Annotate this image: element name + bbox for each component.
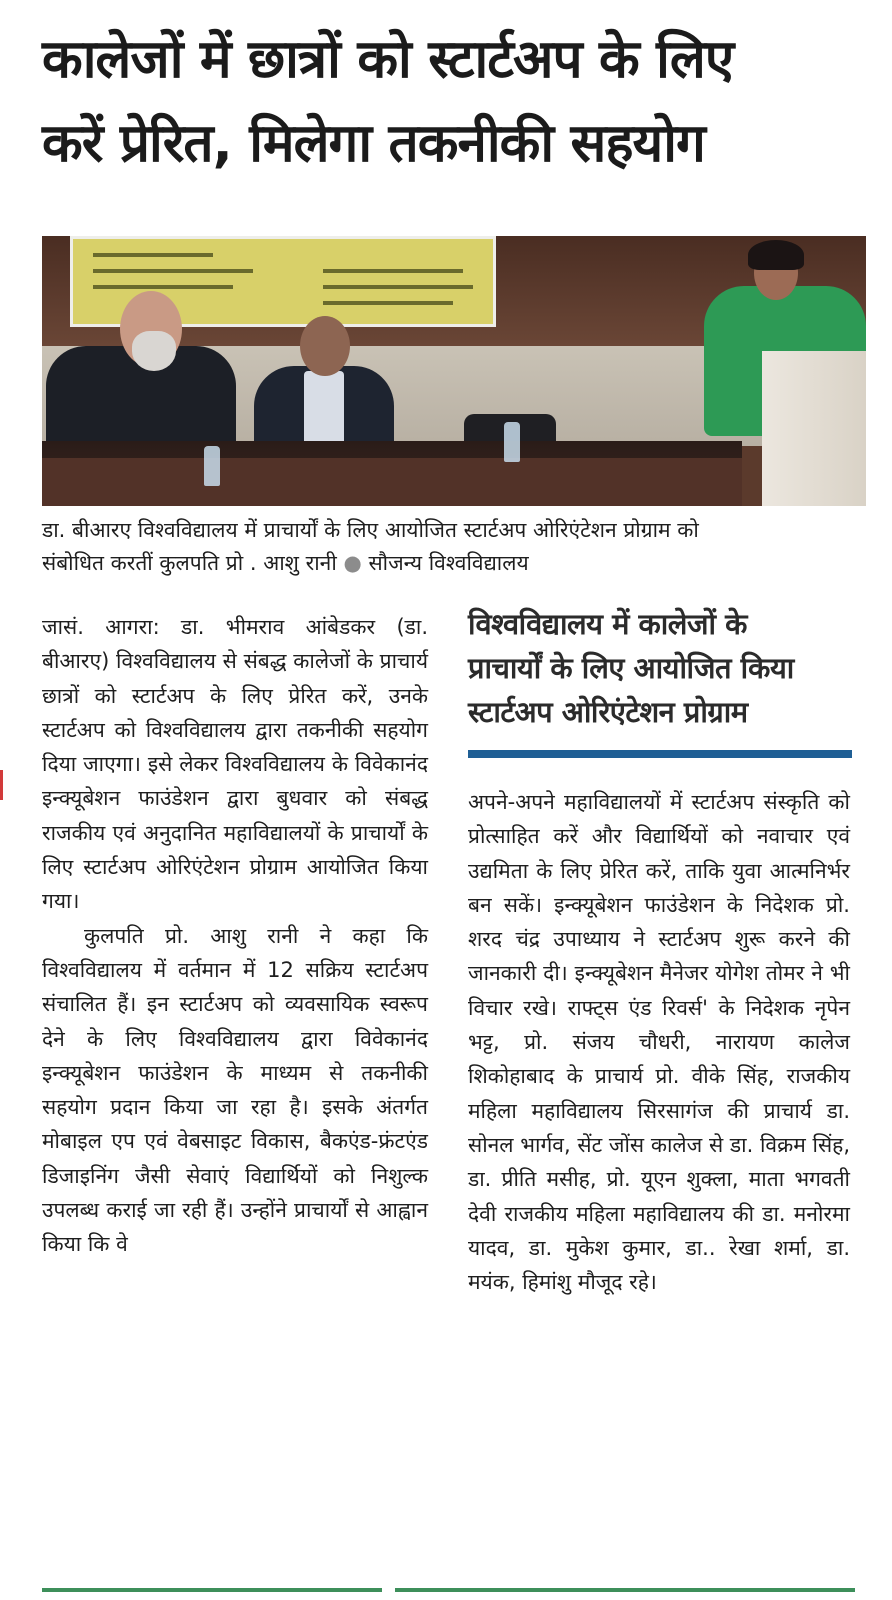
article-paragraph-2: कुलपति प्रो. आशु रानी ने कहा कि विश्वविद्यालय में वर्तमान में 12 सक्रिय स्टार्टअप संचालित हैं। इन स्टार्टअप को व्यवसायिक स्वरूप देने के लिए विश्वविद्यालय द्वारा विवेकानंद इन्क्यूबेशन फाउंडेशन के माध्यम से तकनीकी सहयोग प्रदान किया जा रहा है। इसके अंतर्गत मोबाइल एप एवं वेबसाइट विकास, बैकएंड-फ्रंटएंड डिजाइनिंग जैसी सेवाएं विद्यार्थियों को निशुल्क उपलब्ध कराई जा रही हैं। उन्होंने प्राचार्यों से आह्वान किया कि वे xyxy=(42,923,428,1257)
photo-bottle-2 xyxy=(504,422,520,462)
photo-tablecloth xyxy=(42,458,742,506)
article-paragraph-3: अपने-अपने महाविद्यालयों में स्टार्टअप संस्कृति को प्रोत्साहित करें और विद्यार्थियों को नवाचार एवं उद्यमिता के लिए प्रेरित करें, ताकि युवा आत्मनिर्भर बन सकें। इन्क्यूबेशन फाउंडेशन के निदेशक प्रो. शरद चंद्र उपाध्याय ने स्टार्टअप शुरू करने की जानकारी दी। इन्क्यूबेशन मैनेजर योगेश तोमर ने भी विचार रखे। राफ्ट्स एंड रिवर्स' के निदेशक नृपेन भट्ट, प्रो. संजय चौधरी, नारायण कालेज शिकोहाबाद के प्राचार्य प्रो. वीके सिंह, राजकीय महिला महाविद्यालय सिरसागंज की प्राचार्य डा. सोनल भार्गव, सेंट जोंस कालेज से डा. विक्रम सिंह, डा. प्रीति मसीह, प्रो. यूएन शुक्ला, माता भगवती देवी राजकीय महिला महाविद्यालय की डा. मनोरमा यादव, डा. मुकेश कुमार, डा.. रेखा शर्मा, डा. मयंक, हिमांशु मौजूद रहे। xyxy=(468,790,850,1295)
headline xyxy=(42,18,872,186)
headline-line-1: कालेजों में छात्रों को स्टार्टअप के लिए xyxy=(42,29,734,90)
sidebar-headline-line-3: स्टार्टअप ओरिएंटेशन प्रोग्राम xyxy=(468,695,748,729)
bottom-rule-left xyxy=(42,1588,382,1592)
caption-line-2: संबोधित करतीं कुलपति प्रो . आशु रानी xyxy=(42,551,337,575)
page-edge-mark xyxy=(0,770,3,800)
photo-caption xyxy=(42,514,862,580)
article-column-right xyxy=(468,785,850,1299)
caption-credit: सौजन्य विश्वविद्यालय xyxy=(368,551,529,575)
sidebar-headline-line-2: प्राचार्यों के लिए आयोजित किया xyxy=(468,651,794,685)
photo-podium xyxy=(762,351,866,506)
sidebar-headline-line-1: विश्वविद्यालय में कालेजों के xyxy=(468,607,747,641)
sidebar-divider xyxy=(468,750,852,758)
bottom-rule-right xyxy=(395,1588,855,1592)
caption-line-1: डा. बीआरए विश्वविद्यालय में प्राचार्यों के लिए आयोजित स्टार्टअप ओरिएंटेशन प्रोग्राम को xyxy=(42,518,699,542)
article-paragraph-1: जासं. आगरा: डा. भीमराव आंबेडकर (डा. बीआरए) विश्वविद्यालय से संबद्ध कालेजों के प्राचार्य छात्रों को स्टार्टअप के लिए प्रेरित करें, उनके स्टार्टअप को विश्वविद्यालय द्वारा तकनीकी सहयोग दिया जाएगा। इसे लेकर विश्वविद्यालय के विवेकानंद इन्क्यूबेशन फाउंडेशन द्वारा बुधवार को संबद्ध राजकीय एवं अनुदानित महाविद्यालयों के प्राचार्यों के लिए स्टार्टअप ओरिएंटेशन प्रोग्राम आयोजित किया गया। xyxy=(42,615,428,914)
sidebar-headline xyxy=(468,602,858,734)
headline-line-2: करें प्रेरित, मिलेगा तकनीकी सहयोग xyxy=(42,113,705,174)
photo-bottle-1 xyxy=(204,446,220,486)
bullet-dot-icon: ● xyxy=(343,551,362,575)
article-column-left xyxy=(42,610,428,1262)
news-photo xyxy=(42,236,866,506)
